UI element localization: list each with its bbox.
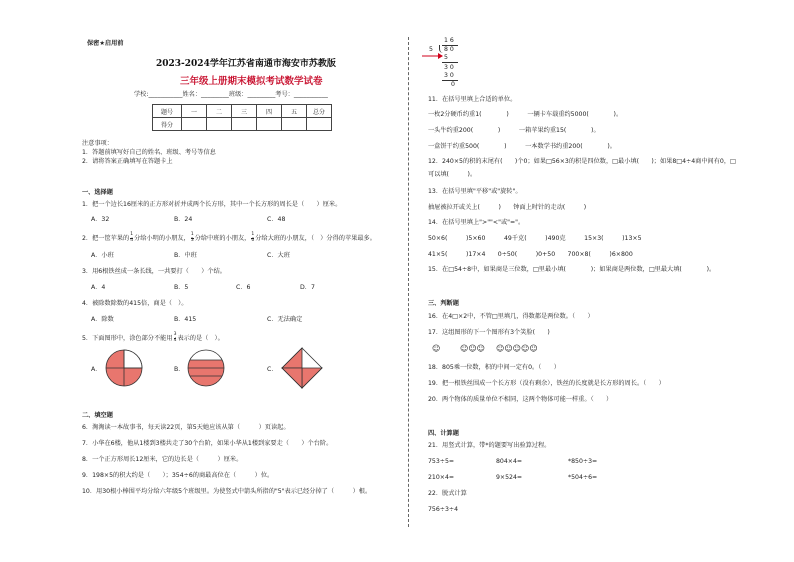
division-quotient: 1 6 [444, 37, 454, 44]
question-10: 10．用30根小棒围平均分给六年级5个班级里。为使竖式中箭头所指的"5"表示已经分掉了（ ）根。 [82, 488, 372, 495]
question-5-option-c[interactable]: C． [267, 366, 278, 373]
section-judge-heading: 三、判断题 [428, 300, 459, 307]
question-22-stem: 22．脱式计算 [428, 490, 467, 497]
section-fill-heading: 二、填空题 [82, 412, 113, 419]
score-table-score-row [153, 118, 332, 131]
table-cell[interactable] [307, 118, 332, 131]
question-13-stem: 13．在括号里填"平移"或"旋转"。 [428, 188, 522, 195]
smiley-icon: ☺ [432, 344, 441, 353]
question-16: 16．在4□×2中，不管□里填几，得数都是两位数。（ ） [428, 313, 594, 320]
smiley-icon: ☺☺☺ [460, 344, 486, 353]
column-divider [408, 37, 409, 527]
smiley-group-1 [432, 344, 440, 353]
question-1-stem: 1．把一个边长16厘米的正方形对折并成两个长方形，其中一个长方形的周长是（ ）厘米。 [82, 201, 342, 208]
division-divisor: 5 [429, 46, 433, 53]
question-15: 15．在□54÷8中，如果商是三位数，□里最小填( )；如果商是两位数，□里最大填( )。 [428, 266, 716, 273]
question-6: 6．淘淘读一本故事书，每天读22页，第5天她应该从第（ ）页读起。 [82, 424, 290, 431]
question-11-stem: 11．在括号里填上合适的单位。 [428, 96, 517, 103]
exam-title: 2023-2024学年江苏省南通市海安市苏教版 [156, 59, 336, 69]
table-cell[interactable] [282, 118, 307, 131]
table-cell[interactable] [257, 118, 282, 131]
division-remainder: 0 [451, 81, 455, 88]
table-cell: 总分 [307, 105, 332, 118]
division-step-1: 5 [444, 54, 448, 61]
question-14-stem: 14．在括号里填上">""<"或"="。 [428, 219, 525, 226]
long-division-figure [424, 37, 464, 87]
calc-item: *504÷6= [568, 474, 598, 481]
question-12-line: 可以填( )。 [428, 171, 477, 178]
question-8: 8．一个正方形周长12厘米，它的边长是（ ）厘米。 [82, 456, 243, 463]
question-3-stem: 3．用6根铁丝成一条长线，一共要打（ ）个结。 [82, 268, 226, 275]
question-1-option-c[interactable]: C．48 [267, 216, 286, 223]
division-step-3: 3 0 [444, 72, 454, 79]
question-7: 7．小华在6楼，他从1楼到3楼共走了30个台阶，如果小华从1楼到家要走（ ）个台阶。 [82, 440, 333, 447]
calc-item: 756÷3÷4 [428, 506, 459, 513]
table-cell[interactable] [207, 118, 232, 131]
question-12-line: 12．240×5的积的末尾有( )个0；如果□56×3的积是四位数，□最小填( )；如果8□4÷4商中间有0，□ [428, 158, 736, 165]
table-cell: 题号 [153, 105, 182, 118]
student-info-line: 学校:___________姓名：_________班级：_________考号：___________ [134, 91, 328, 98]
calc-item: 753÷5= [428, 458, 455, 465]
exam-subtitle: 三年级上册期末模拟考试数学试卷 [180, 76, 323, 87]
watermark-label: 保密★启用前 [87, 40, 124, 47]
calc-item: 210×4= [428, 474, 455, 481]
question-5-option-b[interactable]: B． [174, 366, 185, 373]
question-3-option-b[interactable]: B．5 [174, 284, 189, 291]
table-cell: 得分 [153, 118, 182, 131]
question-20: 20．两个物体的质量单位不相同，这两个物体可能一样重。（ ） [428, 396, 613, 403]
question-4-stem: 4．被除数除数的415倍，商是（ ）。 [82, 300, 188, 307]
calc-item: 9×524= [496, 474, 523, 481]
question-11-line: 一头牛约重200( ) 一箱苹果约重15( )。 [428, 127, 600, 134]
question-4-option-b[interactable]: B．415 [174, 316, 197, 323]
division-step-2: 3 0 [444, 64, 454, 71]
table-cell: 一 [182, 105, 207, 118]
division-dividend: 8 0 [444, 46, 454, 53]
question-2-stem: 2．把一筐苹果的 $\frac{1}{4}$ 分给小明的小朋友， $\frac{1}{3}$ 分给中班的小朋友， $\frac{1}{6}$ 分给大班的小朋友，（ ）分得的苹果最多。 [82, 232, 376, 243]
notes-item: 2．请将答案正确填写在答题卡上 [82, 158, 173, 165]
table-cell[interactable] [182, 118, 207, 131]
notes-heading: 注意事项： [82, 140, 113, 147]
table-cell: 三 [232, 105, 257, 118]
smiley-group-2 [460, 344, 485, 353]
table-cell[interactable] [232, 118, 257, 131]
question-3-option-c[interactable]: C．6 [236, 284, 251, 291]
question-5-stem: 5．下面图形中，涂色部分不能用 $\frac{3}{4}$ 表示的是（ ）。 [82, 332, 224, 343]
question-4-option-a[interactable]: A．除数 [91, 316, 114, 323]
table-cell: 二 [207, 105, 232, 118]
calc-item: *850÷3= [568, 458, 598, 465]
question-4-option-c[interactable]: C．无法确定 [267, 316, 303, 323]
table-cell: 四 [257, 105, 282, 118]
smiley-icon: ☺☺☺☺☺ [496, 344, 538, 353]
question-18: 18．805乘一位数，积的中间一定有0。（ ） [428, 364, 560, 371]
smiley-group-3 [496, 344, 538, 353]
question-13-line: 抽屉被拉开或关上( ) 钟面上时针的走动( ) [428, 204, 587, 211]
table-cell: 五 [282, 105, 307, 118]
circle-strips-figure [186, 348, 226, 388]
question-3-option-a[interactable]: A．4 [91, 284, 106, 291]
question-2-option-a[interactable]: A．小班 [91, 252, 114, 259]
section-calc-heading: 四、计算题 [428, 430, 459, 437]
question-9: 9．198×5的积大约是（ ）；354÷6的商最高位在（ ）位。 [82, 472, 274, 479]
calc-item: 804×4= [496, 458, 523, 465]
score-table [152, 104, 332, 131]
question-3-option-d[interactable]: D．7 [300, 284, 315, 291]
notes-item: 1．答题前填写好自己的姓名、班级、考号等信息 [82, 149, 216, 156]
circle-quarters-figure [104, 348, 144, 388]
question-11-line: 一盒饼干约重500( ) 一本数学书约重200( )。 [428, 143, 616, 150]
question-1-option-a[interactable]: A．32 [91, 216, 110, 223]
arrow-right-icon [422, 52, 444, 60]
question-19: 19．把一根铁丝围成一个长方形（没有剩余），铁丝的长度就是长方形的周长。（ ） [428, 380, 665, 387]
question-17: 17．这组图形的下一个图形有3个笑脸( ) [428, 329, 550, 336]
section-choice-heading: 一、选择题 [82, 189, 113, 196]
question-1-option-b[interactable]: B．24 [174, 216, 193, 223]
question-2-option-c[interactable]: C．大班 [267, 252, 290, 259]
score-table-header-row [153, 105, 332, 118]
question-14-line: 50×6( )5×60 49千克( )490克 15×3( )13×5 [428, 235, 642, 242]
diamond-figure [280, 346, 324, 390]
question-21-stem: 21．用竖式计算，带*的题要写出验算过程。 [428, 442, 551, 449]
question-11-line: 一枚2分硬币约重1( ) 一辆卡车载重约5000( )。 [428, 111, 623, 118]
question-2-option-b[interactable]: B．中班 [174, 252, 197, 259]
question-5-option-a[interactable]: A． [91, 366, 102, 373]
question-14-line: 41×5( )17×4 0÷50( )0+50 700×8( )6×800 [428, 251, 633, 258]
